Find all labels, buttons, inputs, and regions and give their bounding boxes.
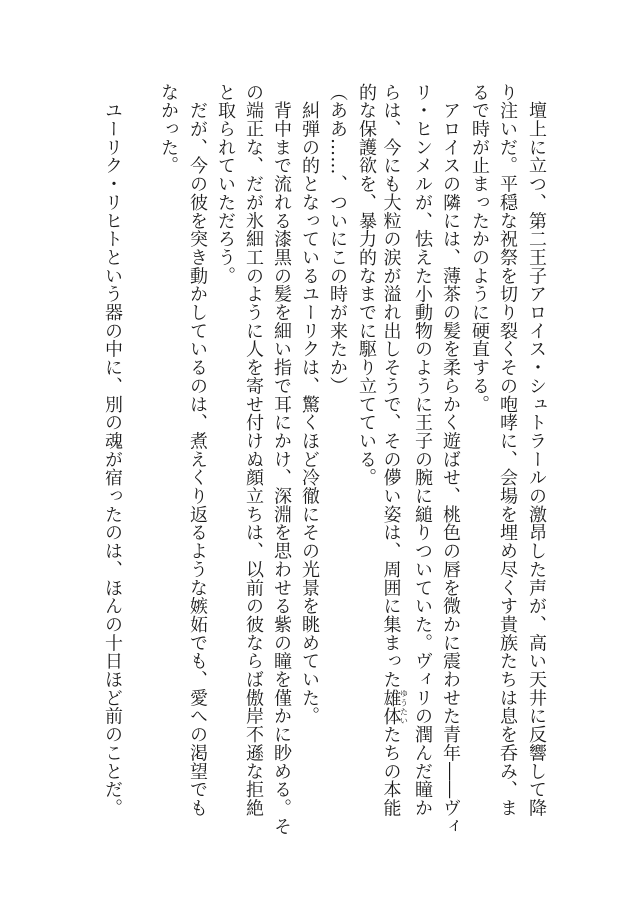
text-line-4: アロイスの隣には、薄茶の髪を柔らかく遊ばせ、桃色の唇を微かに震わせた青年――ヴィ bbox=[440, 83, 461, 836]
text-line-12: と取られていただろう。 bbox=[215, 83, 236, 285]
ruby-word bbox=[380, 688, 409, 726]
text-line-8: （ああ……、ついにこの時が来たか） bbox=[327, 83, 348, 395]
text-line-10: 背中まで流れる漆黒の髪を細い指で耳にかけ、深淵を思わせる紫の瞳を僅かに眇める。そ bbox=[271, 83, 292, 836]
text-line-1: 壇上に立つ、第二王子アロイス・シュトラールの激昂した声が、高い天井に反響して降 bbox=[526, 83, 547, 817]
text-line-11: の端正な、だが氷細工のように人を寄せ付けぬ顔立ちは、以前の彼ならば傲岸不遜な拒絶 bbox=[243, 83, 264, 817]
text-line-2: り注いだ。平穏な祝祭を切り裂くその咆哮に、会場を埋め尽くす貴族たちは息を呑み、ま bbox=[497, 83, 518, 817]
ruby-base: 雄体 bbox=[380, 688, 402, 726]
text-segment: らは、今にも大粒の涙が溢れ出しそうで、その儚い姿は、周囲に集まった bbox=[380, 83, 402, 689]
text-line-9: 糾弾の的となっているユーリクは、驚くほど冷徹にその光景を眺めていた。 bbox=[299, 83, 320, 726]
text-segment: たちの本能 bbox=[380, 725, 402, 818]
text-line-13: だが、今の彼を突き動かしているのは、煮えくり返るような嫉妬でも、愛への渇望でも bbox=[187, 83, 208, 817]
text-line-14: なかった。 bbox=[158, 83, 179, 175]
text-line-6 bbox=[380, 83, 408, 823]
text-line-5: リ・ヒンメルが、怯えた小動物のように王子の腕に縋りついていた。ヴィリの潤んだ瞳か bbox=[412, 83, 433, 817]
text-line-15: ユーリク・リヒトという器の中に、別の魂が宿ったのは、ほんの十日ほど前のことだ。 bbox=[102, 83, 123, 817]
text-line-7: 的な保護欲を、暴力的なまでに駆り立てている。 bbox=[356, 83, 377, 487]
ruby-reading: ゆうたい bbox=[399, 688, 409, 726]
blank-line bbox=[126, 83, 154, 823]
text-line-3: るで時が止まったかのように硬直する。 bbox=[469, 83, 490, 414]
